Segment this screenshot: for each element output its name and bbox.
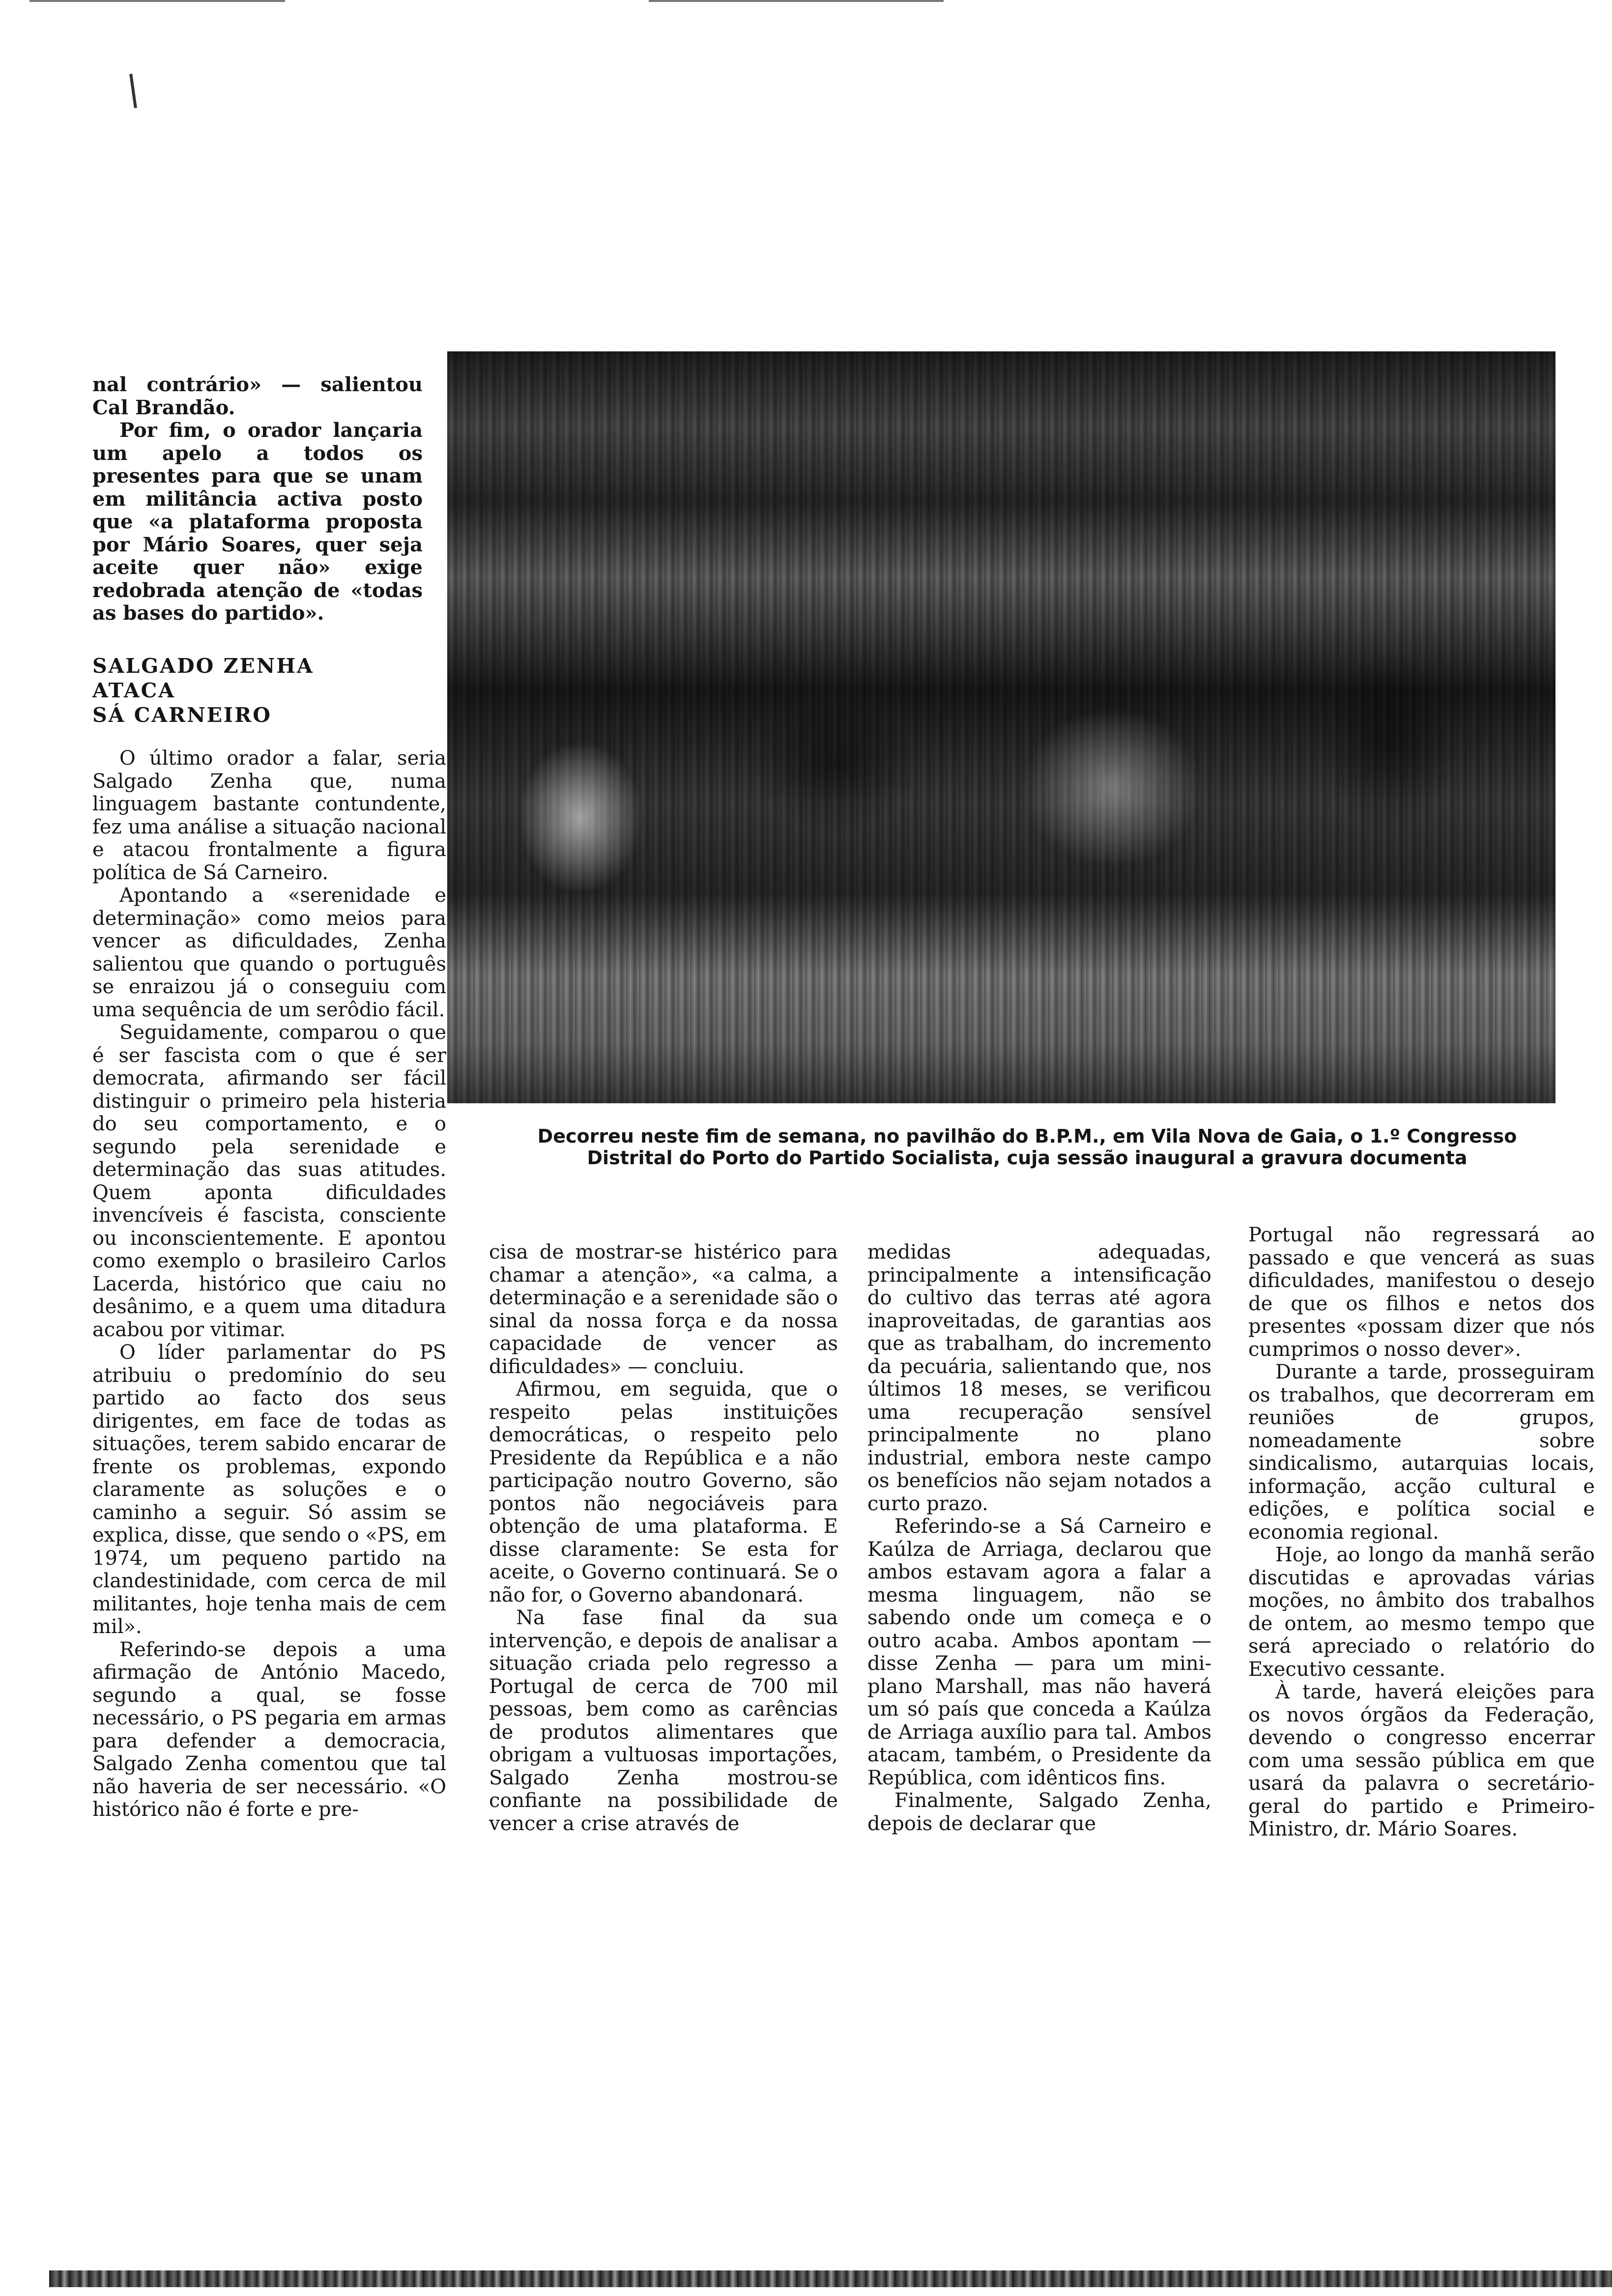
paragraph: cisa de mostrar-se histérico para chamar a atenção», «a calma, a determinação e a serenidade são o sinal da nossa força e da nossa capacidade de vencer as dificuldades» — concluiu. — [489, 1241, 838, 1378]
paragraph: O último orador a falar, seria Salgado Zenha que, numa linguagem bastante contundente, fez uma análise a situação nacional e atacou frontalmente a figura política de Sá Carneiro. — [92, 747, 446, 884]
paragraph: À tarde, haverá eleições para os novos órgãos da Federação, devendo o congresso encerrar com uma sessão pública em que usará da palavra o secretário-geral do partido e Primeiro-Ministro, dr. Mário Soares. — [1248, 1681, 1595, 1840]
paragraph: Seguidamente, comparou o que é ser fascista com o que é ser democrata, afirmando ser fácil distinguir o primeiro pela histeria do seu comportamento, e o segundo pela serenidade e determinação das suas atitudes. Quem aponta dificuldades invencíveis é fascista, consciente ou inconscientemente. E apontou como exemplo o brasileiro Carlos Lacerda, histórico que caiu no desânimo, e a quem uma ditadura acabou por vitimar. — [92, 1021, 446, 1341]
column-1-main — [92, 747, 446, 1821]
scan-edge-strip — [49, 2270, 1612, 2287]
paragraph: Apontando a «serenidade e determinação» como meios para vencer as dificuldades, Zenha salientou que quando o português se enraizou já o conseguiu com uma sequência de um serôdio fácil. — [92, 884, 446, 1021]
paragraph: Afirmou, em seguida, que o respeito pelas instituições democráticas, o respeito pelo Presidente da República e a não participação noutro Governo, são pontos não negociáveis para obtenção de uma plataforma. E disse claramente: Se esta for aceite, o Governo continuará. Se o não for, o Governo abandonará. — [489, 1378, 838, 1607]
paragraph: Referindo-se a Sá Carneiro e Kaúlza de Arriaga, declarou que ambos estavam agora a falar a mesma linguagem, não se sabendo onde um começa e o outro acaba. Ambos apontam — disse Zenha — para um mini-plano Marshall, mas não haverá um só país que conceda a Kaúlza de Arriaga auxílio para tal. Ambos atacam, também, o Presidente da República, com idênticos fins. — [867, 1515, 1211, 1789]
paragraph: Portugal não regressará ao passado e que vencerá as suas dificuldades, manifestou o desejo de que os filhos e netos dos presentes «possam dizer que nós cumprimos o nosso dever». — [1248, 1224, 1595, 1361]
congress-photo — [447, 351, 1555, 1103]
paragraph: Na fase final da sua intervenção, e depois de analisar a situação criada pelo regresso a Portugal de cerca de 700 mil pessoas, bem como as carências de produtos alimentares que obrigam a vultuosas importações, Salgado Zenha mostrou-se confiante na possibilidade de vencer a crise através de — [489, 1607, 838, 1835]
paragraph: Finalmente, Salgado Zenha, depois de declarar que — [867, 1789, 1211, 1835]
column-2 — [489, 1241, 838, 1835]
subheading-line: SALGADO ZENHA — [92, 654, 314, 678]
photo-caption: Decorreu neste fim de semana, no pavilhão do B.P.M., em Vila Nova de Gaia, o 1.º Congresso Distrital do Porto do Partido Socialista, cuja sessão inaugural a gravura documenta — [537, 1125, 1517, 1169]
paragraph: Por fim, o orador lançaria um apelo a todos os presentes para que se unam em militância activa posto que «a plataforma proposta por Mário Soares, quer seja aceite quer não» exige redobrada atenção de «todas as bases do partido». — [92, 419, 423, 625]
paragraph: nal contrário» — salientou Cal Brandão. — [92, 373, 423, 419]
margin-mark — [129, 74, 137, 108]
subheading-line: SÁ CARNEIRO — [92, 703, 272, 727]
top-rule-center — [649, 0, 944, 2]
paragraph: Referindo-se depois a uma afirmação de António Macedo, segundo a qual, se fosse necessário, o PS pegaria em armas para defender a democracia, Salgado Zenha comentou que tal não haveria de ser necessário. «O histórico não é forte e pre- — [92, 1638, 446, 1821]
column-4 — [1248, 1224, 1595, 1841]
paragraph: Durante a tarde, prosseguiram os trabalhos, que decorreram em reuniões de grupos, nomeadamente sobre sindicalismo, autarquias locais, informação, acção cultural e edições, e política social e economia regional. — [1248, 1361, 1595, 1544]
subheading — [92, 654, 338, 727]
column-3 — [867, 1241, 1211, 1835]
paragraph: O líder parlamentar do PS atribuiu o predomínio do seu partido ao facto dos seus dirigentes, em face de todas as situações, terem sabido encarar de frente os problemas, expondo claramente as soluções e o caminho a seguir. Só assim se explica, disse, que sendo o «PS, em 1974, um pequeno partido na clandestinidade, com cerca de mil militantes, hoje tenha mais de cem mil». — [92, 1341, 446, 1638]
top-rule-left — [29, 0, 285, 2]
paragraph: Hoje, ao longo da manhã serão discutidas e aprovadas várias moções, no âmbito dos trabalhos de ontem, ao mesmo tempo que será apreciado o relatório do Executivo cessante. — [1248, 1544, 1595, 1681]
paragraph: medidas adequadas, principalmente a intensificação do cultivo das terras até agora inaproveitadas, de garantias aos que as trabalham, do incremento da pecuária, salientando que, nos últimos 18 meses, se verificou uma recuperação sensível principalmente no plano industrial, embora neste campo os benefícios não sejam notados a curto prazo. — [867, 1241, 1211, 1515]
subheading-line: ATACA — [92, 679, 176, 702]
column-1-top — [92, 373, 423, 625]
